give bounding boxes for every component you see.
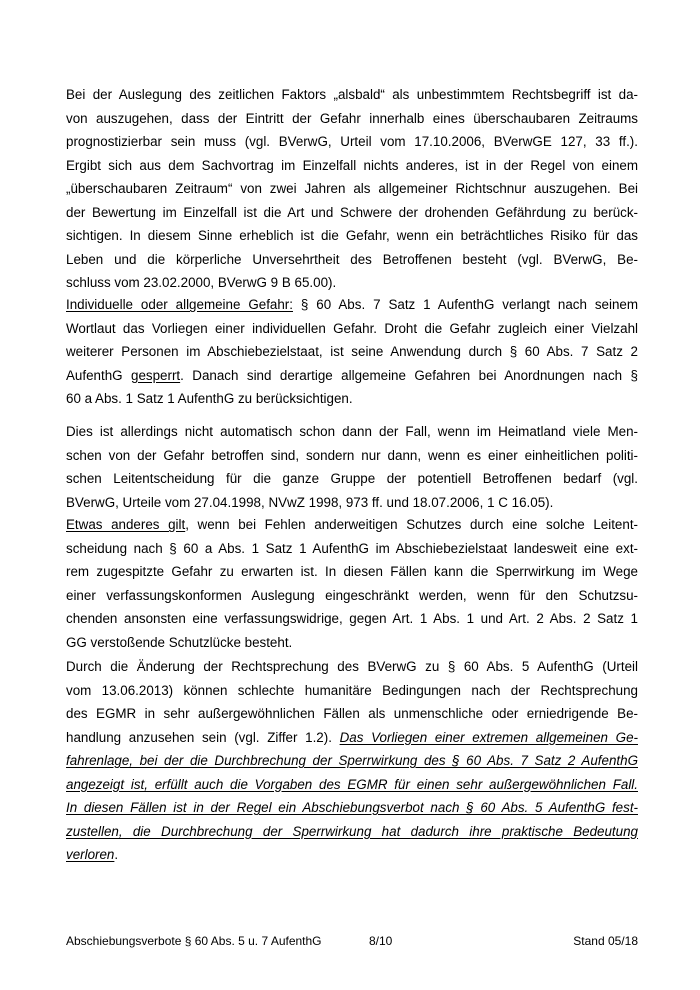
text-line: Bei der Auslegung des zeitlichen Faktors „alsbald“ als unbestimmtem Rechtsbegriff ist da- <box>66 87 638 102</box>
text-line: einer verfassungskonformen Auslegung eingeschränkt werden, wenn für den Schutzsu- <box>66 587 638 603</box>
paragraph-individuelle-gefahr <box>66 293 638 411</box>
paragraph-alsbald <box>66 83 638 295</box>
text-line: Durch die Änderung der Rechtsprechung des BVerwG zu § 60 Abs. 5 AufenthG (Urteil <box>66 659 638 674</box>
text-line: des EGMR in sehr außergewöhnlichen Fällen als unmenschliche oder erniedrigende Be- <box>66 706 638 721</box>
text-run: . Danach sind derartige allgemeine Gefahren bei Anordnungen nach § <box>180 367 638 383</box>
emphasized-line: fahrenlage, bei der die Durchbrechung der Sperrwirkung des § 60 Abs. 7 Satz 2 AufenthG <box>66 753 638 768</box>
text-line: BVerwG, Urteile vom 27.04.1998, NVwZ 1998, 973 ff. und 18.07.2006, 1 C 16.05). <box>66 494 554 510</box>
text-line: vom 13.06.2013) können schlechte humanitäre Bedingungen nach der Rechtsprechung <box>66 682 638 698</box>
text-line: „überschaubaren Zeitraum“ von zwei Jahren als allgemeiner Richtschnur auszugehen. Bei <box>66 181 638 196</box>
text-line: Dies ist allerdings nicht automatisch schon dann der Fall, wenn im Heimatland viele Men- <box>66 424 638 439</box>
text-line <box>66 726 638 750</box>
text-line: weiterer Personen im Abschiebezielstaat, ist seine Anwendung durch § 60 Abs. 7 Satz 2 <box>66 344 638 359</box>
text-line <box>66 513 638 537</box>
emphasized-line: In diesen Fällen ist in der Regel ein Abschiebungsverbot nach § 60 Abs. 5 AufenthG fest- <box>66 800 638 815</box>
text-line: schen Leitentscheidung für die ganze Gruppe der potentiell Betroffenen bedarf (vgl. <box>66 471 638 486</box>
underlined-term: gesperrt <box>131 367 181 383</box>
text-line <box>66 293 638 317</box>
text-run: AufenthG <box>66 367 132 383</box>
text-line: scheidung nach § 60 a Abs. 1 Satz 1 AufenthG im Abschiebezielstaat landesweit eine ext- <box>66 540 638 556</box>
text-run: , wenn bei Fehlen anderweitigen Schutzes durch eine solche Leitent- <box>185 517 638 532</box>
text-line <box>66 843 638 867</box>
text-line: Wortlaut das Vorliegen einer individuellen Gefahr. Droht die Gefahr zugleich einer Vielzahl <box>66 320 638 336</box>
emphasized-line: zustellen, die Durchbrechung der Sperrwirkung hat dadurch ihre praktische Bedeutung <box>66 823 638 839</box>
footer-title: Abschiebungsverbote § 60 Abs. 5 u. 7 AufenthG <box>66 934 322 948</box>
text-line: 60 a Abs. 1 Satz 1 AufenthG zu berücksichtigen. <box>66 391 353 406</box>
text-line: schluss vom 23.02.2000, BVerwG 9 B 65.00). <box>66 275 337 290</box>
emphasized-line: angezeigt ist, erfüllt auch die Vorgaben des EGMR für einen sehr außergewöhnlichen Fall. <box>66 776 638 792</box>
paragraph-leitentscheidung <box>66 420 638 514</box>
text-run: handlung anzusehen sein (vgl. Ziffer 1.2). <box>66 729 340 745</box>
text-line: sichtigen. In diesem Sinne erheblich ist die Gefahr, wenn ein beträchtliches Risiko für das <box>66 228 638 243</box>
text-line <box>66 364 638 388</box>
emphasized-text: verloren <box>66 847 115 862</box>
text-line: schen von der Gefahr betroffen sind, sondern nur dann, wenn es einer einheitlichen politi- <box>66 447 638 463</box>
text-line: chenden ansonsten eine verfassungswidrige, gegen Art. 1 Abs. 1 und Art. 2 Abs. 2 Satz 1 <box>66 611 638 626</box>
page-number: 8/10 <box>369 934 393 948</box>
emphasized-text: Das Vorliegen einer extremen allgemeinen Ge- <box>339 729 638 745</box>
underlined-term: Etwas anderes gilt <box>66 517 186 532</box>
text-line: rem zugespitzte Gefahr zu erwarten ist. In diesen Fällen kann die Sperrwirkung im Wege <box>66 564 638 579</box>
text-line: Ergibt sich aus dem Sachvortrag im Einzelfall nichts anderes, ist in der Regel von einem <box>66 157 638 173</box>
text-run: § 60 Abs. 7 Satz 1 AufenthG verlangt nach seinem <box>293 297 638 312</box>
footer-version: Stand 05/18 <box>573 934 638 948</box>
text-line: von auszugehen, dass der Eintritt der Gefahr innerhalb eines überschaubaren Zeitraums <box>66 110 638 126</box>
section-heading: Individuelle oder allgemeine Gefahr: <box>66 297 293 312</box>
text-line: der Bewertung im Einzelfall ist die Art und Schwere der drohenden Gefährdung zu berück- <box>66 204 638 220</box>
text-line: Leben und die körperliche Unversehrtheit des Betroffenen besteht (vgl. BVerwG, Be- <box>66 251 638 267</box>
text-line: prognostizierbar sein muss (vgl. BVerwG, Urteil vom 17.10.2006, BVerwGE 127, 33 ff.). <box>66 134 638 149</box>
paragraph-egmr <box>66 655 638 867</box>
text-line: GG verstoßende Schutzlücke besteht. <box>66 634 293 650</box>
page-footer <box>66 932 638 950</box>
paragraph-etwas-anderes <box>66 513 638 654</box>
text-run: . <box>114 847 119 862</box>
